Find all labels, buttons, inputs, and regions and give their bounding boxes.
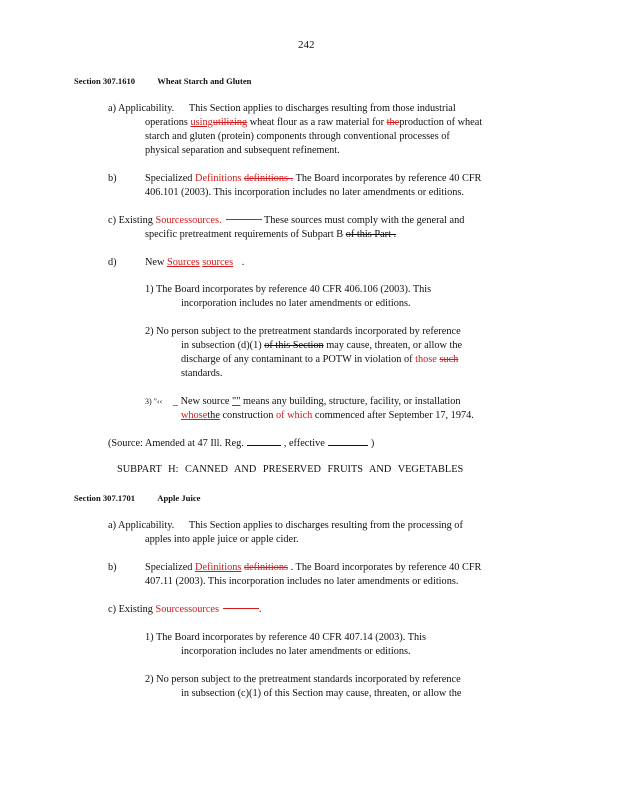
s1610-b-delete: definitions . — [243, 173, 294, 184]
s1701-b-delete: definitions — [243, 562, 289, 573]
s1610-d-insert2: sources — [202, 257, 234, 268]
source-mid: , effective — [283, 438, 325, 449]
s1610-b-pre: Specialized — [145, 173, 193, 184]
s1610-d-line1 — [145, 256, 244, 270]
s1610-d3-insert2: of which — [275, 410, 313, 421]
s1610-c-pre: c) Existing — [108, 215, 153, 226]
s1610-a-delete2: the — [386, 117, 400, 128]
s1610-c-line1 — [108, 214, 464, 228]
s1610-c-deleted-rule — [226, 219, 262, 220]
s1610-d2-line3 — [181, 353, 458, 367]
s1610-d2-pre: in subsection (d)(1) — [181, 340, 262, 351]
s1610-d-label: d) — [108, 257, 117, 268]
s1610-d-insert1: Sources — [167, 257, 200, 268]
s1610-a-delete: utilizing — [212, 117, 248, 128]
source-post: ) — [370, 438, 375, 449]
s1610-d-post: . — [241, 257, 245, 268]
s1701-c2-line2: in subsection (c)(1) of this Section may cause, threaten, or allow the — [181, 688, 462, 699]
source-pre: (Source: Amended at 47 Ill. Reg. — [108, 438, 244, 449]
s1610-d2-delete2: such — [439, 354, 459, 365]
s1610-d3-marks: 3) "‹‹ — [145, 397, 163, 406]
s1610-a-line1 — [108, 102, 456, 116]
s1701-c1-line2: incorporation includes no later amendments or editions. — [181, 646, 411, 657]
s1701-c-pre: c) Existing — [108, 604, 153, 615]
s1701-a-lead: a) Applicability. — [108, 520, 175, 531]
s1701-c-post: . — [258, 604, 262, 615]
section-1701-title: Apple Juice — [157, 493, 201, 503]
s1610-a-mid: wheat flour as a raw material for — [249, 117, 385, 128]
s1610-d3-old: the — [207, 410, 220, 421]
section-1610-heading — [74, 74, 251, 88]
s1610-a-line3: starch and gluten (protein) components through conventional processes of — [145, 131, 450, 142]
s1610-d2-line2 — [181, 339, 462, 353]
s1610-d3-line1 — [145, 395, 461, 409]
s1701-b-post: . The Board incorporates by reference 40 CFR — [290, 562, 482, 573]
s1701-c2-line1: 2) No person subject to the pretreatment standards incorporated by reference — [145, 674, 461, 685]
s1701-b-line1 — [145, 561, 481, 575]
s1610-a-insert: using — [190, 117, 213, 128]
subpart-h-heading: SUBPART H: CANNED AND PRESERVED FRUITS AND VEGETABLES — [117, 464, 464, 475]
s1701-c-insert: Sourcessources — [155, 604, 219, 615]
section-1701-heading — [74, 491, 200, 505]
s1610-d3-post2: commenced after September 17, 1974. — [314, 410, 474, 421]
s1610-d2-line1: 2) No person subject to the pretreatment standards incorporated by reference — [145, 326, 461, 337]
s1610-b-insert: Definitions — [195, 173, 242, 184]
s1610-a-post: production of wheat — [399, 117, 483, 128]
s1701-a-line2: apples into apple juice or apple cider. — [145, 534, 299, 545]
s1610-d3-insert: whose — [181, 410, 208, 421]
s1610-a-lead: a) Applicability. — [108, 103, 175, 114]
s1610-d3-term: _ New source — [172, 396, 230, 407]
s1701-a-line1 — [108, 519, 463, 533]
s1701-b-insert: Definitions — [195, 562, 242, 573]
page-number: 242 — [298, 39, 315, 51]
s1701-c-deleted-rule — [223, 608, 259, 609]
s1610-b-line1 — [145, 172, 481, 186]
s1610-b-line2: 406.101 (2003). This incorporation includes no later amendments or editions. — [145, 187, 464, 198]
section-1701-number: Section 307.1701 — [74, 493, 136, 503]
s1610-c-text: specific pretreatment requirements of Subpart B — [145, 229, 344, 240]
s1610-d3-quote: "" — [232, 396, 241, 407]
s1610-a-line2 — [145, 116, 482, 130]
s1701-c1-line1: 1) The Board incorporates by reference 40 CFR 407.14 (2003). This — [145, 632, 427, 643]
source-blank-1 — [247, 436, 281, 446]
section-1610-title: Wheat Starch and Gluten — [157, 76, 252, 86]
section-1610-number: Section 307.1610 — [74, 76, 136, 86]
s1610-a-line4: physical separation and subsequent refinement. — [145, 145, 340, 156]
s1610-c-line2 — [145, 228, 396, 242]
s1610-d2-text: discharge of any contaminant to a POTW in violation of — [181, 354, 413, 365]
s1701-b-label: b) — [108, 562, 117, 573]
s1610-d3-post: means any building, structure, facility, or installation — [243, 396, 461, 407]
source-note — [108, 436, 374, 451]
s1610-d3-line2 — [181, 409, 474, 423]
s1610-b-label: b) — [108, 173, 117, 184]
s1701-b-pre: Specialized — [145, 562, 193, 573]
s1610-b-post: The Board incorporates by reference 40 CFR — [295, 173, 482, 184]
s1610-a-text1: This Section applies to discharges resulting from those industrial — [188, 103, 456, 114]
s1701-b-line2: 407.11 (2003). This incorporation includes no later amendments or editions. — [145, 576, 459, 587]
s1610-d1-line1: 1) The Board incorporates by reference 40 CFR 406.106 (2003). This — [145, 284, 432, 295]
s1610-c-delete: of this Part . — [345, 229, 397, 240]
s1701-a-text1: This Section applies to discharges resulting from the processing of — [188, 520, 463, 531]
source-blank-2 — [328, 436, 368, 446]
s1701-c-line1 — [108, 603, 262, 617]
s1610-d2-insert: those — [415, 354, 437, 365]
s1610-d2-delete: of this Section — [264, 340, 324, 351]
s1610-c-insert: Sourcessources. — [155, 215, 222, 226]
s1610-d3-mid: construction — [222, 410, 274, 421]
s1610-d2-line4: standards. — [181, 368, 223, 379]
s1610-c-post: These sources must comply with the general and — [263, 215, 465, 226]
s1610-d-pre: New — [145, 257, 165, 268]
s1610-d1-line2: incorporation includes no later amendments or editions. — [181, 298, 411, 309]
s1610-d2-post: may cause, threaten, or allow the — [326, 340, 463, 351]
s1610-a-pre: operations — [145, 117, 188, 128]
